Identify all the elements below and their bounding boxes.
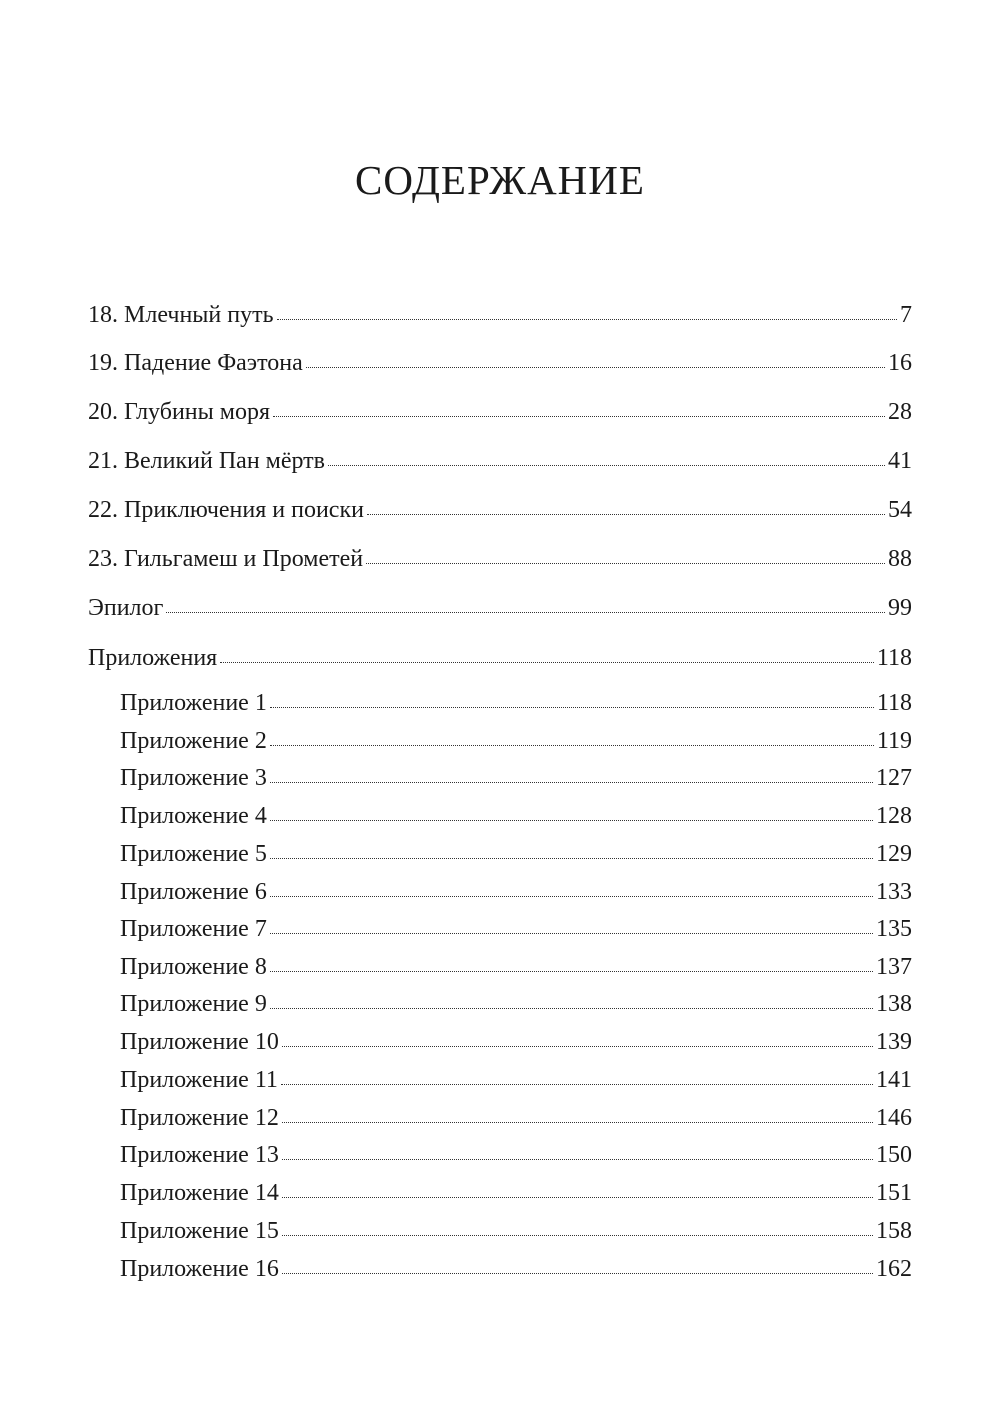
toc-subentry-label: Приложение 9 [120, 991, 267, 1017]
toc-subentry[interactable] [120, 914, 912, 944]
toc-entry-label: Эпилог [88, 595, 164, 621]
toc-subentry-label: Приложение 4 [120, 803, 267, 829]
toc-subentry-page: 119 [876, 728, 912, 754]
page-title: СОДЕРЖАНИЕ [355, 157, 645, 203]
toc-subentry[interactable] [120, 952, 912, 982]
toc-subentry[interactable] [120, 801, 912, 831]
toc-subentry[interactable] [120, 877, 912, 907]
toc-entry[interactable] [88, 300, 912, 330]
toc-subentry-page: 135 [876, 916, 912, 942]
dot-leader [282, 1159, 873, 1160]
dot-leader [270, 745, 874, 746]
toc-subentry-label: Приложение 10 [120, 1029, 279, 1055]
toc-entry-label: 22. Приключения и поиски [88, 497, 364, 523]
toc-entry-label: 20. Глубины моря [88, 399, 270, 425]
toc-subentry-page: 150 [876, 1142, 912, 1168]
toc-entry-page: 28 [888, 399, 912, 425]
toc-subentry[interactable] [120, 1254, 912, 1284]
toc-subentry[interactable] [120, 989, 912, 1019]
toc-subentry-page: 139 [876, 1029, 912, 1055]
toc-entry[interactable] [88, 544, 912, 574]
toc-subentry-label: Приложение 8 [120, 954, 267, 980]
toc-entry[interactable] [88, 495, 912, 525]
dot-leader [270, 896, 873, 897]
dot-leader [270, 707, 874, 708]
dot-leader [282, 1122, 873, 1123]
toc-entry-page: 99 [888, 595, 912, 621]
toc-entry-page: 41 [888, 448, 912, 474]
toc-subentry-label: Приложение 12 [120, 1105, 279, 1131]
toc-subentry[interactable] [120, 1065, 912, 1095]
toc-subentry-page: 138 [876, 991, 912, 1017]
dot-leader [282, 1235, 873, 1236]
toc-subentry[interactable] [120, 763, 912, 793]
toc-subentry-page: 128 [876, 803, 912, 829]
toc-subentry-label: Приложение 15 [120, 1218, 279, 1244]
toc-subentry-page: 133 [876, 879, 912, 905]
toc-subentry-label: Приложение 11 [120, 1067, 278, 1093]
dot-leader [270, 1008, 873, 1009]
toc-subentry-label: Приложение 1 [120, 690, 267, 716]
toc-subentry[interactable] [120, 1178, 912, 1208]
toc-entry-page: 16 [888, 350, 912, 376]
toc-entry-label: 23. Гильгамеш и Прометей [88, 546, 364, 572]
dot-leader [306, 367, 885, 368]
dot-leader [270, 782, 873, 783]
toc-entry[interactable] [88, 643, 912, 673]
toc-subentry[interactable] [120, 839, 912, 869]
toc-subentry-label: Приложение 14 [120, 1180, 279, 1206]
toc-subentry-page: 118 [876, 690, 912, 716]
dot-leader [282, 1197, 873, 1198]
toc-subentry-label: Приложение 16 [120, 1256, 279, 1282]
dot-leader [328, 465, 885, 466]
toc-subentry-page: 141 [876, 1067, 912, 1093]
toc-subentry-page: 158 [876, 1218, 912, 1244]
toc-subentry-page: 162 [876, 1256, 912, 1282]
toc-entry-page: 88 [888, 546, 912, 572]
toc-entry-page: 54 [888, 497, 912, 523]
toc-subentry-page: 127 [876, 765, 912, 791]
toc-entry-label: Приложения [88, 645, 218, 671]
toc-subentry[interactable] [120, 1103, 912, 1133]
dot-leader [281, 1084, 873, 1085]
toc-subentry-label: Приложение 5 [120, 841, 267, 867]
dot-leader [273, 416, 885, 417]
toc-subentry-label: Приложение 7 [120, 916, 267, 942]
dot-leader [367, 514, 885, 515]
dot-leader [282, 1046, 873, 1047]
toc-entry[interactable] [88, 593, 912, 623]
toc-entry-page: 7 [900, 302, 912, 328]
toc-entry-label: 18. Млечный путь [88, 302, 274, 328]
dot-leader [366, 563, 885, 564]
toc-entry-label: 21. Великий Пан мёртв [88, 448, 325, 474]
toc-subentry-page: 129 [876, 841, 912, 867]
toc-subentry-page: 137 [876, 954, 912, 980]
toc-subentry-page: 146 [876, 1105, 912, 1131]
dot-leader [277, 319, 897, 320]
toc-subentry[interactable] [120, 1140, 912, 1170]
dot-leader [166, 612, 885, 613]
toc-subentry-label: Приложение 6 [120, 879, 267, 905]
toc-subentry[interactable] [120, 1027, 912, 1057]
toc-entry[interactable] [88, 397, 912, 427]
toc-entry[interactable] [88, 446, 912, 476]
toc-entry-label: 19. Падение Фаэтона [88, 350, 303, 376]
dot-leader [270, 820, 873, 821]
dot-leader [270, 971, 873, 972]
toc-subentry[interactable] [120, 688, 912, 718]
toc-subentry[interactable] [120, 1216, 912, 1246]
toc-subentry-label: Приложение 13 [120, 1142, 279, 1168]
dot-leader [282, 1273, 873, 1274]
toc-subentry-label: Приложение 3 [120, 765, 267, 791]
toc-entry[interactable] [88, 348, 912, 378]
dot-leader [270, 858, 873, 859]
dot-leader [220, 662, 874, 663]
toc-subentry-page: 151 [876, 1180, 912, 1206]
toc-subentry[interactable] [120, 726, 912, 756]
toc-subentry-label: Приложение 2 [120, 728, 267, 754]
dot-leader [270, 933, 873, 934]
toc-entry-page: 118 [876, 645, 912, 671]
